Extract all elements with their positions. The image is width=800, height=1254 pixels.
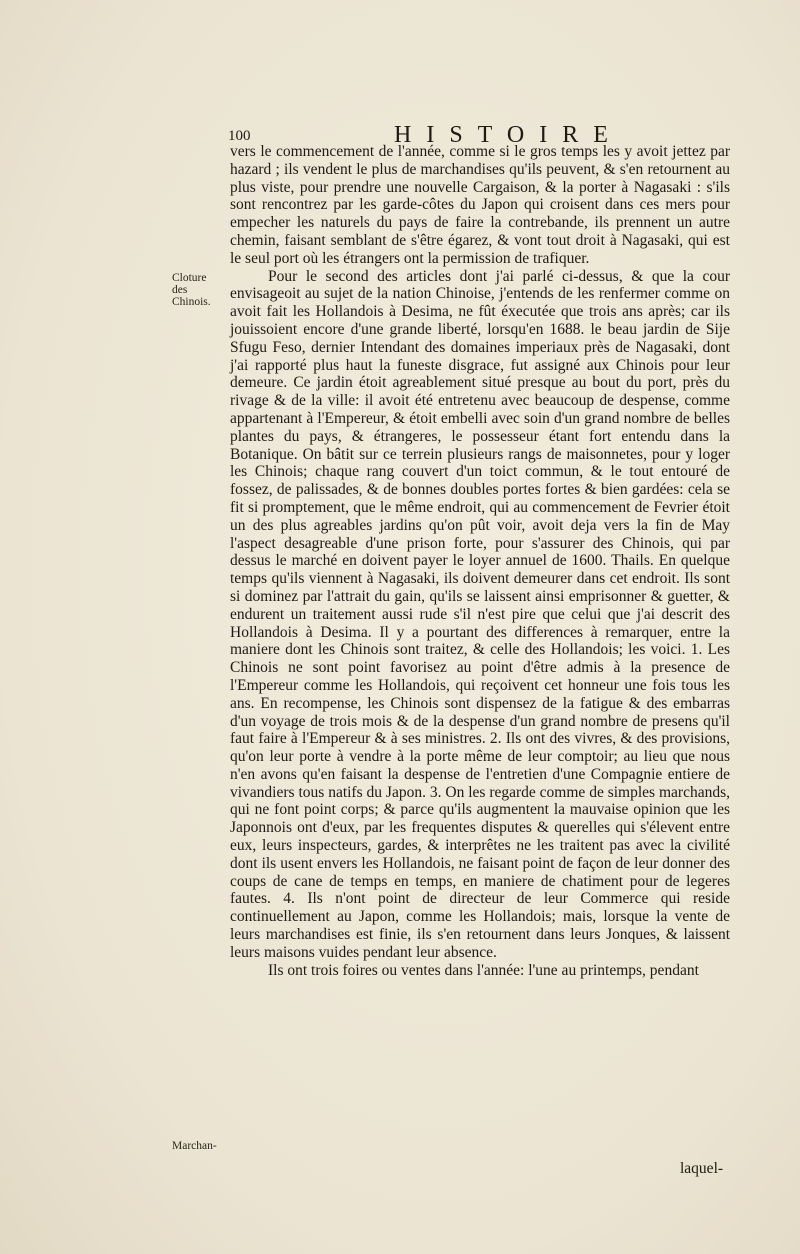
margin-note-marchandises: Marchan-	[172, 1140, 217, 1152]
catchword: laquel-	[680, 1160, 724, 1177]
paragraph-foires: Ils ont trois foires ou ventes dans l'année: l'une au printemps, pendant	[268, 961, 699, 979]
margin-note-cloture: Cloture des Chinois.	[172, 272, 211, 308]
body-text	[230, 143, 730, 979]
page-number: 100	[228, 128, 251, 144]
paragraph-second-article: Pour le second des articles dont j'ai parlé ci-dessus, & que la cour envisageoit au sujet de la nation Chinoise, j'entends de les renfermer comme on avoit fait les Hollandois à Desima, ne fût éxecutée que trois ans après; car ils jouissoient encore d'une grande liberté, lorsqu'en 1688. le beau jardin de Sije Sfugu Feso, dernier Intendant des domaines imperiaux près de Nagasaki, dont j'ai rapporté plus haut la funeste disgrace, fut assigné aux Chinois pour leur demeure. Ce jardin étoit agreablement situé presque au bout du port, près du rivage & de la ville: il avoit été entretenu avec beaucoup de despense, comme appartenant à l'Empereur, & étoit embelli avec soin d'un grand nombre de belles plantes du pays, & étrangeres, le possesseur étant fort entendu dans la Botanique. On bâtit sur ce terrein plusieurs rangs de maisonnetes, pour y loger les Chinois; chaque rang couvert d'un toict commun, & le tout entouré de fossez, de palissades, & de bonnes doubles portes fortes & bien gardées: cela se fit si promptement, que le même endroit, qui au commencement de Fevrier étoit un des plus agreables jardins qu'on pût voir, avoit deja vers la fin de May l'aspect desagreable d'une prison forte, pour s'assurer des Chinois, qui par dessus le marché en doivent payer le loyer annuel de 1600. Thails. En quelque temps qu'ils viennent à Nagasaki, ils doivent demeurer dans cet endroit. Ils sont si dominez par l'attrait du gain, qu'ils se laissent ainsi emprisonner & guetter, & endurent un traitement aussi rude s'il n'est pire que celui que j'ai descrit des Hollandois à Desima. Il y a pourtant des differences à remarquer, entre la maniere dont les Chinois sont traitez, & celle des Hollandois; les voici. 1. Les Chinois ne sont point favorisez au point d'être admis à la presence de l'Empereur comme les Hollandois, qui reçoivent cet honneur une fois tous les ans. En recompense, les Chinois sont dispensez de la fatigue & des embarras d'un voyage de trois mois & de la despense d'un grand nombre de presens qu'il faut faire à l'Empereur & à ses ministres. 2. Ils ont des vivres, & des provisions, qu'on leur porte à vendre à la porte même de leur comptoir; au lieu que nous n'en avons qu'en faisant la despense de l'entretien d'une Compagnie entiere de vivandiers tous natifs du Japon. 3. On les regarde comme de simples marchands, qui ne font point corps; & parce qu'ils augmentent la mauvaise opinion que les Japonnois ont d'eux, par les frequentes disputes & querelles qui s'élevent entre eux, leurs inspecteurs, gardes, & interprêtes ne les traitent pas avec la civilité dont ils usent envers les Hollandois, ne faisant point de façon de leur donner des coups de cane de temps en temps, en maniere de chatiment pour de legeres fautes. 4. Ils n'ont point de directeur de leur Commerce qui reside continuellement au Japon, comme les Hollandois; mais, lorsque la vente de leurs marchandises est finie, ils s'en retournent dans leurs Jonques, & laissent leurs maisons vuides pendant leur absence.	[230, 267, 730, 961]
paragraph-continuation: vers le commencement de l'année, comme si le gros temps les y avoit jettez par hazard ; ils vendent le plus de marchandises qu'ils peuvent, & s'en retournent au plus viste, pour prendre une nouvelle Cargaison, & la porter à Nagasaki : s'ils sont rencontrez par les garde-côtes du Japon qui croisent dans ces mers pour empecher les naturels du pays de faire la contrebande, ils prennent un autre chemin, faisant semblant de s'être égarez, & vont tout droit à Nagasaki, qui est le seul port où les étrangers ont la permission de trafiquer.	[230, 143, 730, 267]
running-title: HISTOIRE	[394, 122, 623, 148]
